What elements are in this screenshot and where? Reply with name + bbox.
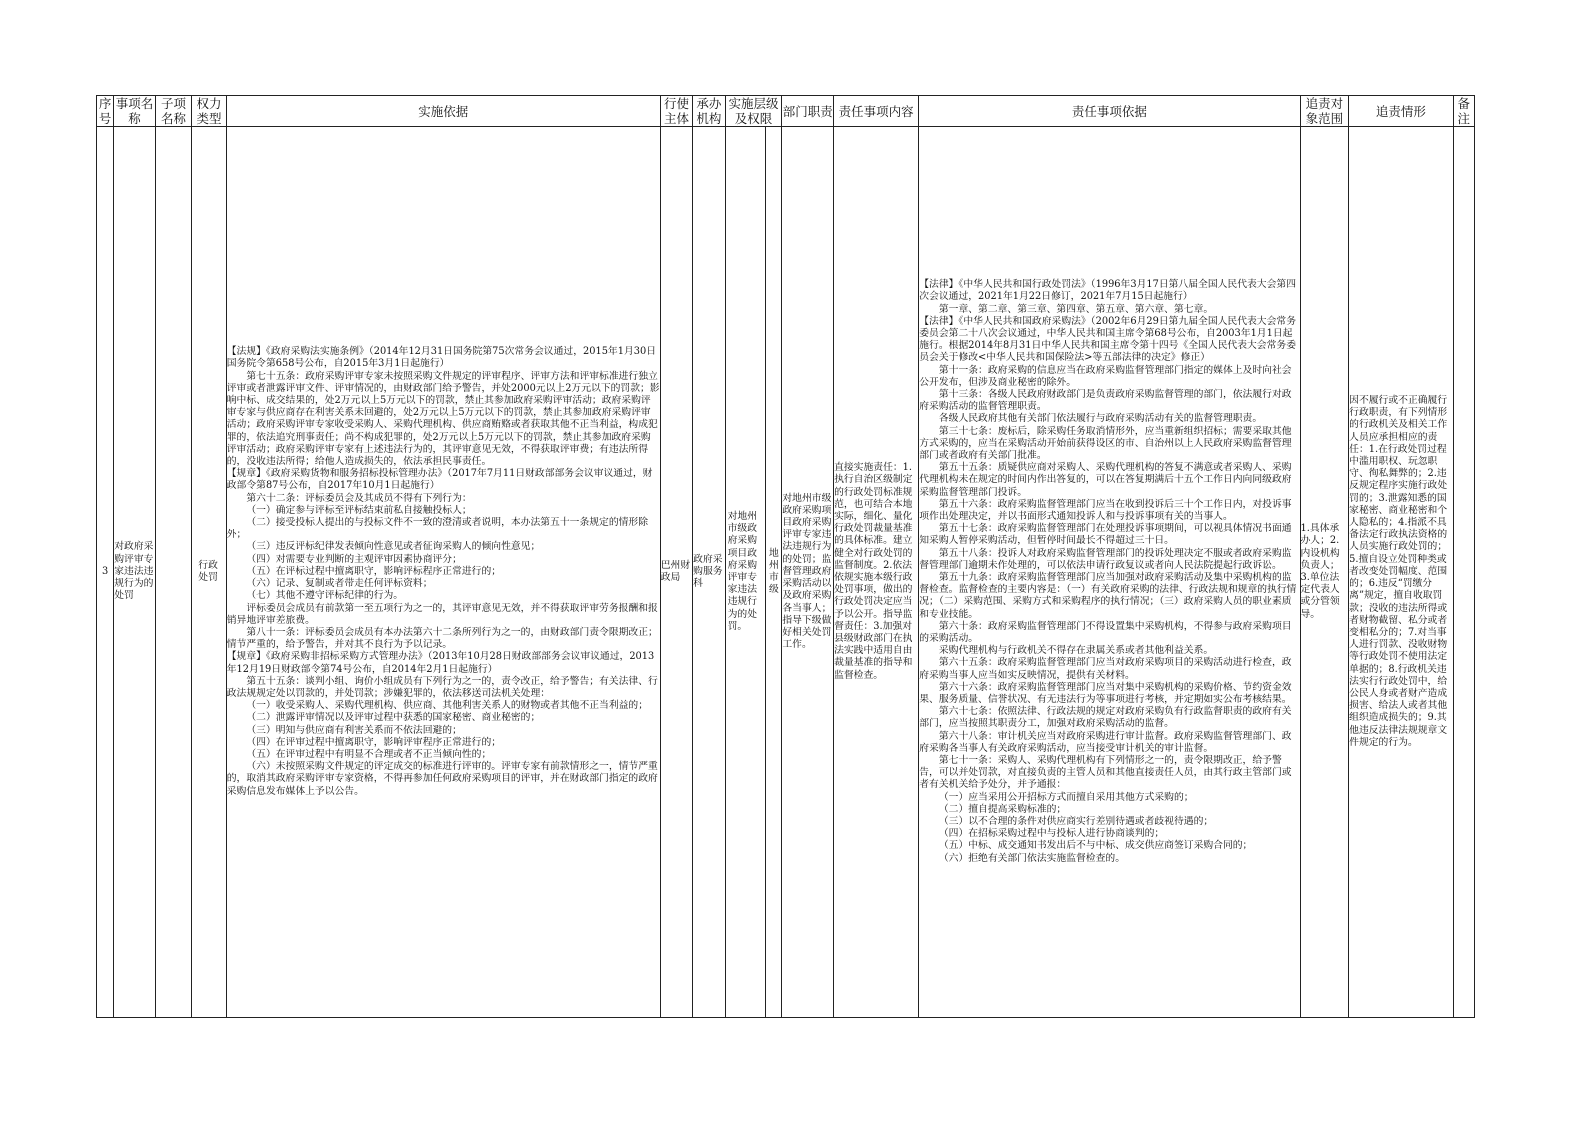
basis-para: （六）记录、复制或者带走任何评标资料； (246, 578, 433, 590)
cell-resp-content: 直接实施责任：1.执行自治区级制定的行政处罚标准规范，也可结合本地实际，细化、量化行政处罚裁量基准的具体标准。建立健全对行政处罚的监督制度。2.依法依规实施本级行政处罚事项，做出的行政处罚决定应当予以公开。指导监督责任：3.加强对县级财政部门在执法实践中适用自由裁量基准的指导和监督检查。 (834, 127, 919, 1018)
basis-para: （六）未按照采购文件规定的评定成交的标准进行评审的。评审专家有前款情形之一，情节严重的，取消其政府采购评审专家资格，不得再参加任何政府采购项目的评审，并在财政部门指定的政府采购信息发布媒体上予以公告。 (226, 761, 658, 797)
cell-level (725, 127, 782, 1018)
resp-para: （一）应当采用公开招标方式而擅自采用其他方式采购的； (938, 791, 1194, 803)
cell-power-type: 行政处罚 (192, 127, 226, 1018)
basis-para: （五）在评审过程中有明显不合理或者不正当倾向性的； (246, 748, 492, 760)
resp-para: 第六十五条：政府采购监督管理部门应当对政府采购项目的采购活动进行检查，政府采购当事人应当如实反映情况，提供有关材料。 (919, 657, 1292, 681)
basis-para: 【规章】《政府采购货物和服务招标投标管理办法》（2017年7月11日财政部部务会议审议通过，财政部令第87号公布，自2017年10月1日起施行） (226, 468, 653, 492)
header-resp-content: 责任事项内容 (834, 96, 919, 127)
resp-para: 第五十八条：投诉人对政府采购监督管理部门的投诉处理决定不服或者政府采购监督管理部门逾期未作处理的，可以依法申请行政复议或者向人民法院提起行政诉讼。 (919, 547, 1292, 571)
level-scope-text: 对地州市级政府采购项目政府采购评审专家违法违规行为的处罚。 (727, 510, 757, 632)
basis-text (227, 346, 660, 798)
resp-para: 各级人民政府其他有关部门依法履行与政府采购活动有关的监督管理职责。 (938, 413, 1263, 425)
cell-duty: 对地州市级政府采购项目政府采购评审专家违法违规行为的处罚；监督管理政府采购活动以及政府采购各当事人；指导下级做好相关处罚工作。 (782, 127, 834, 1018)
resp-basis-text (919, 279, 1299, 865)
resp-para: 第六十七条：依照法律、行政法规的规定对政府采购负有行政监督职责的政府有关部门，应当按照其职责分工，加强对政府采购活动的监督。 (919, 706, 1292, 730)
cell-org: 政府采购服务科 (693, 127, 725, 1018)
cell-basis (226, 127, 660, 1018)
basis-para: 评标委员会成员有前款第一至五项行为之一的，其评审意见无效，并不得获取评审劳务报酬和报销异地评审差旅费。 (226, 602, 658, 626)
resp-para: 第一章、第二章、第三章、第四章、第五章、第六章、第七章。 (938, 303, 1214, 315)
header-scope: 追责对象范围 (1300, 96, 1349, 127)
header-situation: 追责情形 (1349, 96, 1453, 127)
resp-para: （四）在招标采购过程中与投标人进行协商谈判的； (938, 828, 1165, 840)
cell-subject: 巴州财政局 (660, 127, 692, 1018)
resp-para: （三）以不合理的条件对供应商实行差别待遇或者歧视待遇的； (938, 816, 1214, 828)
basis-para: （四）在评审过程中擅离职守，影响评审程序正常进行的； (246, 736, 502, 748)
resp-para: 第十一条：政府采购的信息应当在政府采购监督管理部门指定的媒体上及时向社会公开发布，但涉及商业秘密的除外。 (919, 364, 1292, 388)
basis-para: 【法规】《政府采购法实施条例》（2014年12月31日国务院第75次常务会议通过，2015年1月30日国务院令第658号公布，自2015年3月1日起施行） (226, 346, 657, 370)
header-row (97, 96, 1475, 127)
resp-para: 第三十七条：废标后，除采购任务取消情形外，应当重新组织招标；需要采取其他方式采购的，应当在采购活动开始前获得设区的市、自治州以上人民政府采购监督管理部门或者政府有关部门批准。 (919, 425, 1292, 461)
header-item-name: 事项名称 (114, 96, 156, 127)
header-level: 实施层级及权限 (725, 96, 782, 127)
basis-para: （三）违反评标纪律发表倾向性意见或者征询采购人的倾向性意见； (246, 541, 541, 553)
basis-para: （一）收受采购人、采购代理机构、供应商、其他利害关系人的财物或者其他不正当利益的； (246, 700, 649, 712)
header-sub-item: 子项名称 (155, 96, 192, 127)
cell-seq: 3 (97, 127, 114, 1018)
basis-para: （四）对需要专业判断的主观评审因素协商评分； (246, 553, 462, 565)
basis-para: 第七十五条：政府采购评审专家未按照采购文件规定的评审程序、评审方法和评审标准进行独立评审或者泄露评审文件、评审情况的，由财政部门给予警告，并处2000元以上2万元以下的罚款；影响中标、成交结果的，处2万元以上5万元以下的罚款，禁止其参加政府采购评审活动；政府采购评审专家与供应商存在利害关系未回避的，处2万元以上5万元以下的罚款，禁止其参加政府采购评审活动；政府采购评审专家收受采购人、采购代理机构、供应商贿赂或者获取其他不正当利益，构成犯罪的，依法追究刑事责任；尚不构成犯罪的，处2万元以上5万元以下的罚款，禁止其参加政府采购评审活动；政府采购评审专家有上述违法行为的，其评审意见无效，不得获取评审费；有违法所得的，没收违法所得；给他人造成损失的，依法承担民事责任。 (226, 370, 660, 468)
basis-para: （一）确定参与评标至评标结束前私自接触投标人； (246, 504, 472, 516)
header-basis: 实施依据 (226, 96, 660, 127)
cell-item-name: 对政府采购评审专家违法违规行为的处罚 (114, 127, 156, 1018)
cell-scope: 1.具体承办人；2.内设机构负责人；3.单位法定代表人或分管领导。 (1300, 127, 1349, 1018)
header-seq: 序号 (97, 96, 114, 127)
level-tier-text: 地州市级 (765, 127, 781, 1017)
basis-para: （七）其他不遵守评标纪律的行为。 (246, 590, 404, 602)
cell-situation: 因不履行或不正确履行行政职责，有下列情形的行政机关及相关工作人员应承担相应的责任：1.在行政处罚过程中滥用职权、玩忽职守、徇私舞弊的；2.违反规定程序实施行政处罚的；3.泄露知悉的国家秘密、商业秘密和个人隐私的；4.指派不具备法定行政执法资格的人员实施行政处罚的；5.擅自设立处罚种类或者改变处罚幅度、范围的；6.违反“罚缴分离”规定，擅自收取罚款；没收的违法所得或者财物截留、私分或者变相私分的；7.对当事人进行罚款、没收财物等行政处罚不使用法定单据的；8.行政机关违法实行行政处罚中，给公民人身或者财产造成损害、给法人或者其他组织造成损失的；9.其他违反法律法规规章文件规定的行为。 (1349, 127, 1453, 1018)
header-org: 承办机构 (693, 96, 725, 127)
header-duty: 部门职责 (782, 96, 834, 127)
resp-para: 【法律】《中华人民共和国政府采购法》（2002年6月29日第九届全国人民代表大会常务委员会第二十八次会议通过，中华人民共和国主席令第68号公布，自2003年1月1日起施行。根据2014年8月31日中华人民共和国主席令第十四号《全国人民代表大会常务委员会关于修改<中华人民共和国保险法>等五部法律的决定》修正） (919, 315, 1296, 364)
resp-para: 第五十五条：质疑供应商对采购人、采购代理机构的答复不满意或者采购人、采购代理机构未在规定的时间内作出答复的，可以在答复期满后十五个工作日内向同级政府采购监督管理部门投诉。 (919, 462, 1292, 498)
basis-para: 第六十二条：评标委员会及其成员不得有下列行为： (246, 492, 472, 504)
basis-para: （五）在评标过程中擅离职守，影响评标程序正常进行的； (246, 565, 502, 577)
table-row (97, 127, 1475, 1018)
resp-para: 第七十一条：采购人、采购代理机构有下列情形之一的，责令限期改正，给予警告，可以并处罚款，对直接负责的主管人员和其他直接责任人员，由其行政主管部门或者有关机关给予处分，并予通报： (919, 755, 1292, 791)
resp-para: 第五十九条：政府采购监督管理部门应当加强对政府采购活动及集中采购机构的监督检查。监督检查的主要内容是：（一）有关政府采购的法律、行政法规和规章的执行情况；（二）采购范围、采购方式和采购程序的执行情况；（三）政府采购人员的职业素质和专业技能。 (919, 572, 1297, 620)
cell-resp-basis (919, 127, 1300, 1018)
power-list-table (96, 95, 1475, 1018)
basis-para: （二）接受投标人提出的与投标文件不一致的澄清或者说明，本办法第五十一条规定的情形除外； (226, 517, 649, 541)
header-remark: 备注 (1453, 96, 1474, 127)
header-resp-basis: 责任事项依据 (919, 96, 1300, 127)
basis-para: （二）泄露评审情况以及评审过程中获悉的国家秘密、商业秘密的； (246, 712, 541, 724)
resp-para: 第五十七条：政府采购监督管理部门在处理投诉事项期间，可以视具体情况书面通知采购人暂停采购活动，但暂停时间最长不得超过三十日。 (919, 523, 1292, 547)
resp-para: 第六十六条：政府采购监督管理部门应当对集中采购机构的采购价格、节约资金效果、服务质量、信誉状况、有无违法行为等事项进行考核，并定期如实公布考核结果。 (919, 681, 1292, 706)
cell-remark (1453, 127, 1474, 1018)
basis-para: （三）明知与供应商有利害关系而不依法回避的； (246, 724, 462, 736)
basis-para: 第五十五条：谈判小组、询价小组成员有下列行为之一的，责令改正，给予警告；有关法律、行政法规规定处以罚款的，并处罚款；涉嫌犯罪的，依法移送司法机关处理： (226, 675, 658, 699)
resp-para: 第五十六条：政府采购监督管理部门应当在收到投诉后三十个工作日内，对投诉事项作出处理决定，并以书面形式通知投诉人和与投诉事项有关的当事人。 (919, 498, 1292, 522)
resp-para: 第六十八条：审计机关应当对政府采购进行审计监督。政府采购监督管理部门、政府采购各当事人有关政府采购活动，应当接受审计机关的审计监督。 (919, 730, 1292, 754)
cell-sub-item (155, 127, 192, 1018)
resp-para: 第十三条：各级人民政府财政部门是负责政府采购监督管理的部门，依法履行对政府采购活动的监督管理职责。 (919, 388, 1292, 413)
header-subject: 行使主体 (660, 96, 692, 127)
resp-para: （六）拒绝有关部门依法实施监督检查的。 (938, 852, 1125, 864)
resp-para: （二）擅自提高采购标准的； (938, 803, 1067, 815)
resp-para: 【法律】《中华人民共和国行政处罚法》（1996年3月17日第八届全国人民代表大会第四次会议通过，2021年1月22日修订，2021年7月15日起施行） (919, 279, 1296, 303)
resp-para: 采购代理机构与行政机关不得存在隶属关系或者其他利益关系。 (938, 645, 1214, 657)
basis-para: 【规章】《政府采购非招标采购方式管理办法》（2013年10月28日财政部部务会议审议通过，2013年12月19日财政部令第74号公布，自2014年2月1日起施行） (226, 651, 655, 675)
resp-para: 第六十条：政府采购监督管理部门不得设置集中采购机构，不得参与政府采购项目的采购活动。 (919, 620, 1292, 645)
resp-para: （五）中标、成交通知书发出后不与中标、成交供应商签订采购合同的； (938, 840, 1253, 852)
header-power-type: 权力类型 (192, 96, 226, 127)
basis-para: 第八十一条：评标委员会成员有本办法第六十二条所列行为之一的，由财政部门责令限期改正；情节严重的，给予警告，并对其不良行为予以记录。 (226, 626, 658, 651)
